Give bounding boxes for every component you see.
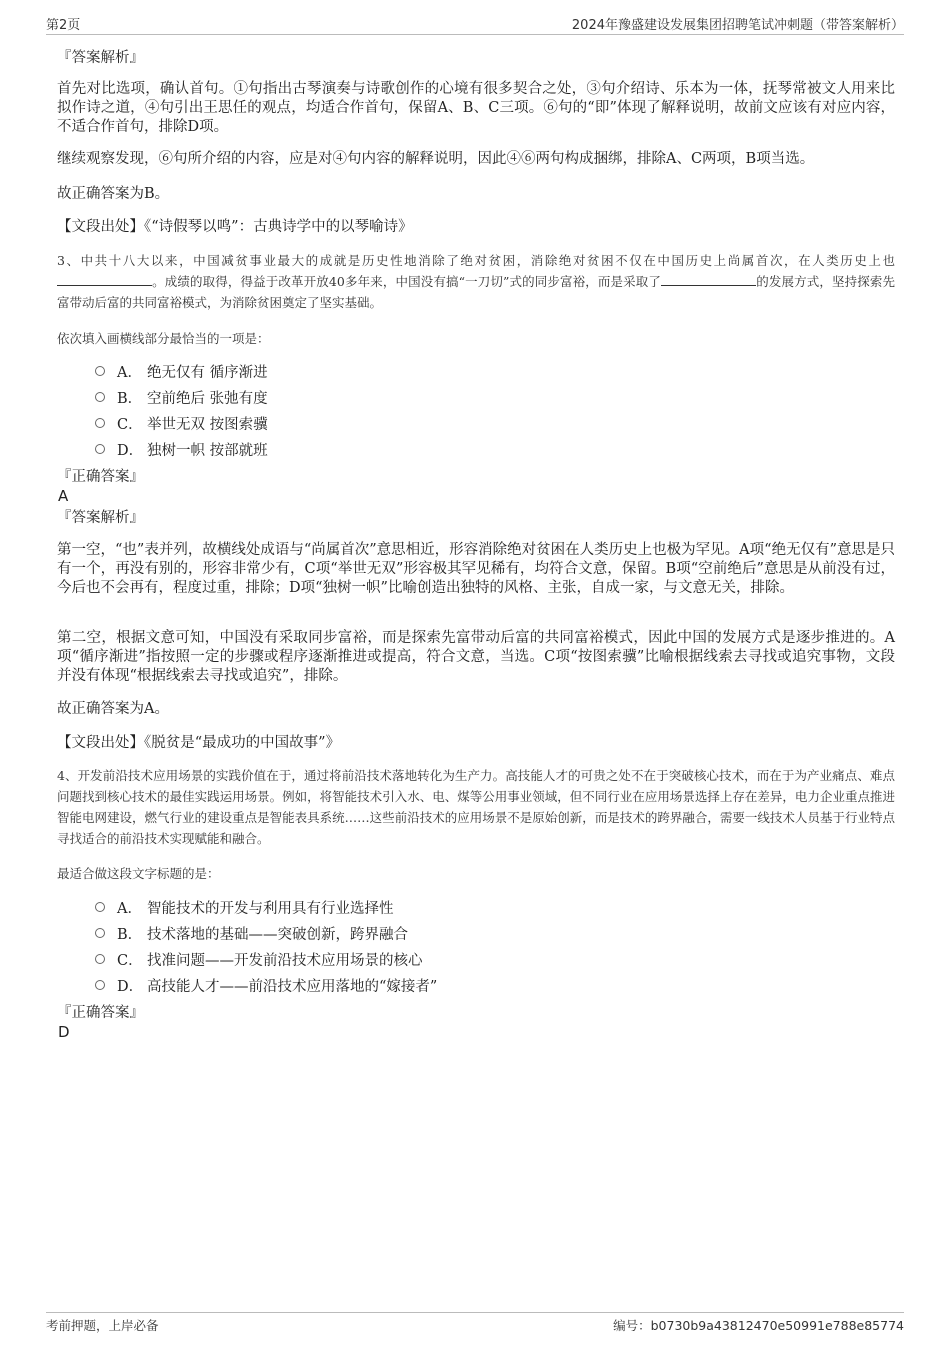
- page-number: 第2页: [46, 18, 81, 33]
- q3-answer-label: 『正确答案』: [57, 469, 144, 485]
- q2-analysis-label: 『答案解析』: [57, 50, 144, 66]
- q4-option-d[interactable]: D． 高技能人才——前沿技术应用落地的“嫁接者”: [95, 975, 437, 995]
- fill-blank-1: [57, 273, 152, 286]
- radio-icon[interactable]: [95, 980, 105, 990]
- q3-answer: A: [58, 487, 69, 505]
- q4-option-a[interactable]: A． 智能技术的开发与利用具有行业选择性: [95, 897, 394, 917]
- q3-analysis-p1: 第一空，“也”表并列，故横线处成语与“尚属首次”意思相近，形容消除绝对贫困在人类历史上也极为罕见。A项“绝无仅有”意思是只有一个，再没有别的，形容非常少有，C项“举世无双”形容极其罕见稀有，均符合文意，保留。B项“空前绝后”意思是从前没有过，今后也不会再有，程度过重，排除；D项“独树一帜”比喻创造出独特的风格、主张，自成一家，与文意无关，排除。: [57, 542, 895, 596]
- q3-option-b[interactable]: B． 空前绝后 张弛有度: [95, 387, 268, 407]
- q3-option-c[interactable]: C． 举世无双 按图索骥: [95, 413, 268, 433]
- q3-option-a[interactable]: A． 绝无仅有 循序渐进: [95, 361, 268, 381]
- page-header: [46, 12, 904, 35]
- footer-slogan: 考前押题，上岸必备: [46, 1318, 159, 1333]
- footer-serial: 编号：b0730b9a43812470e50991e788e85774: [613, 1318, 904, 1333]
- fill-blank-2: [661, 273, 756, 286]
- q3-option-d[interactable]: D． 独树一帜 按部就班: [95, 439, 268, 459]
- q3-analysis-p3: 故正确答案为A。: [57, 701, 169, 717]
- radio-icon[interactable]: [95, 418, 105, 428]
- radio-icon[interactable]: [95, 954, 105, 964]
- document-title: 2024年豫盛建设发展集团招聘笔试冲刺题（带答案解析）: [571, 18, 904, 33]
- q4-option-b[interactable]: B． 技术落地的基础——突破创新，跨界融合: [95, 923, 408, 943]
- q4-answer: D: [58, 1023, 70, 1041]
- q3-prompt: 依次填入画横线部分最恰当的一项是：: [57, 331, 270, 346]
- page-footer: [46, 1312, 904, 1337]
- radio-icon[interactable]: [95, 366, 105, 376]
- radio-icon[interactable]: [95, 902, 105, 912]
- radio-icon[interactable]: [95, 392, 105, 402]
- q4-answer-label: 『正确答案』: [57, 1005, 144, 1021]
- q3-source: 【文段出处】《脱贫是“最成功的中国故事”》: [57, 735, 341, 751]
- q4-prompt: 最适合做这段文字标题的是：: [57, 866, 220, 881]
- q3-analysis-p2: 第二空，根据文意可知，中国没有采取同步富裕，而是探索先富带动后富的共同富裕模式，因此中国的发展方式是逐步推进的。A项“循序渐进”指按照一定的步骤或程序逐渐推进或提高，符合文意，当选。C项“按图索骥”比喻根据线索去寻找或追究事物，文段并没有体现“根据线索去寻找或追究”，排除。: [57, 630, 895, 684]
- q2-analysis-p3: 故正确答案为B。: [57, 186, 170, 202]
- q4-option-c[interactable]: C． 找准问题——开发前沿技术应用场景的核心: [95, 949, 423, 969]
- q4-question-text: 4、开发前沿技术应用场景的实践价值在于，通过将前沿技术落地转化为生产力。高技能人才的可贵之处不在于突破核心技术，而在于为产业痛点、难点问题找到核心技术的最佳实践运用场景。例如，将智能技术引入水、电、煤等公用事业领域，但不同行业在应用场景选择上存在差异，电力企业重点推进智能电网建设，燃气行业的建设重点是智能表具系统……这些前沿技术的应用场景不是原始创新，而是技术的跨界融合，需要一线技术人员基于行业特点寻找适合的前沿技术实现赋能和融合。: [57, 768, 895, 846]
- q3-question-text: 3、中共十八大以来，中国减贫事业最大的成就是历史性地消除了绝对贫困，消除绝对贫困不仅在中国历史上尚属首次，在人类历史上也。成绩的取得，得益于改革开放40多年来，中国没有搞“一刀切”式的同步富裕，而是采取了 的发展方式，坚持探索先富带动后富的共同富裕模式，为消除贫困奠定了坚实基础。: [57, 253, 895, 310]
- q3-analysis-label: 『答案解析』: [57, 510, 144, 526]
- q2-source: 【文段出处】《“诗假琴以鸣”：古典诗学中的以琴喻诗》: [57, 219, 413, 235]
- q2-analysis-p1: 首先对比选项，确认首句。①句指出古琴演奏与诗歌创作的心境有很多契合之处，③句介绍诗、乐本为一体，抚琴常被文人用来比拟作诗之道，④句引出王思任的观点，均适合作首句，保留A、B、C三项。⑥句的“即”体现了解释说明，故前文应该有对应内容，不适合作首句，排除D项。: [57, 81, 895, 135]
- radio-icon[interactable]: [95, 928, 105, 938]
- radio-icon[interactable]: [95, 444, 105, 454]
- q2-analysis-p2: 继续观察发现，⑥句所介绍的内容，应是对④句内容的解释说明，因此④⑥两句构成捆绑，排除A、C两项，B项当选。: [57, 151, 815, 167]
